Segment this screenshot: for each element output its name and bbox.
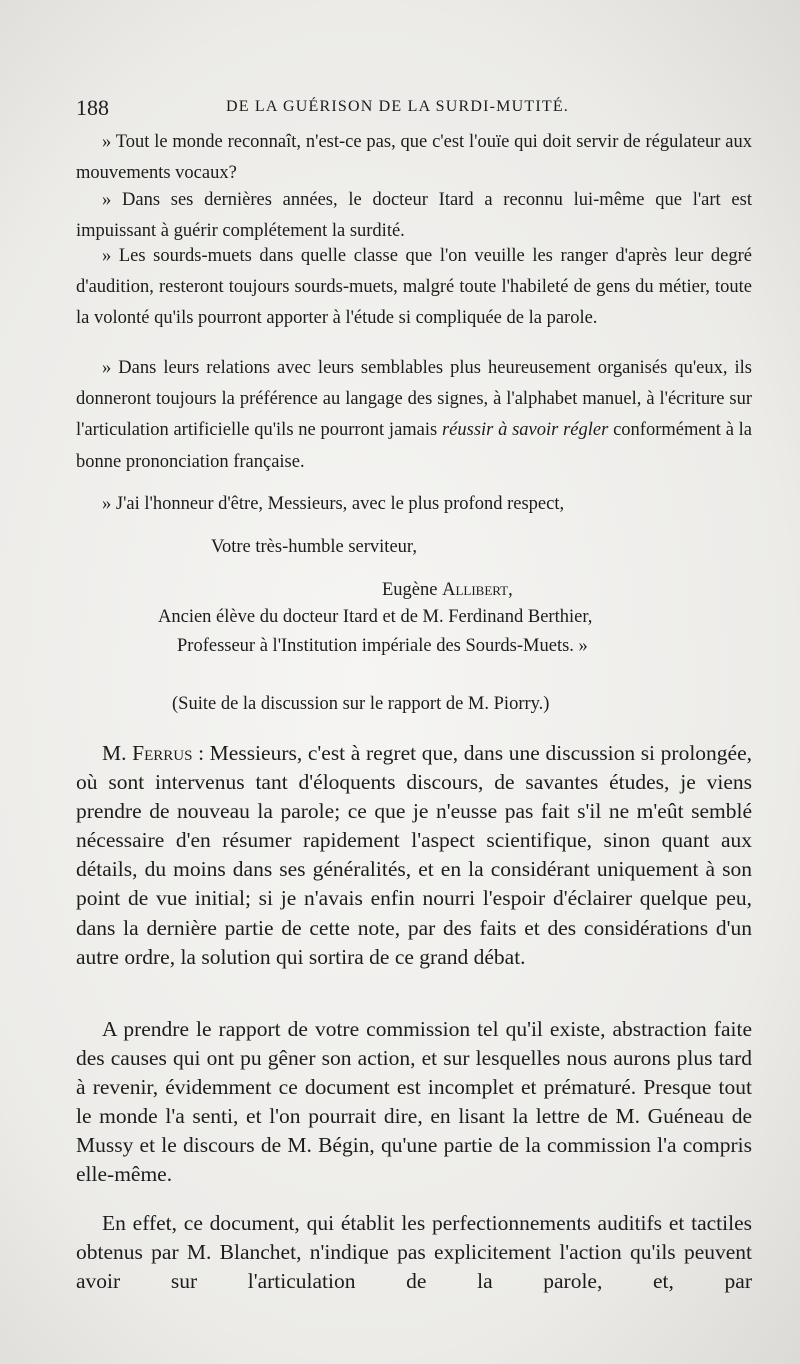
letter-paragraph-4-italic: réussir à savoir régler <box>441 420 609 441</box>
page-header <box>76 95 756 121</box>
letter-paragraph-4-start: » Dans leurs relations avec leurs semblables plus heureusement organisés qu'eux, ils donneront toujours la préférence au langage des signes, à l'alphabet manuel, à l'écriture sur l'articulation artificielle qu'ils ne pourront jamais <box>76 358 752 441</box>
letter-paragraph-1: » Tout le monde reconnaît, n'est-ce pas, que c'est l'ouïe qui doit servir de régulateur aux mouvements vocaux? <box>76 132 752 184</box>
discussion-paragraph-3: En effet, ce document, qui établit les perfectionnements auditifs et tactiles obtenus par M. Blanchet, n'indique pas explicitement l'action qu'ils peuvent avoir sur l'articulation de la parole, et, par <box>76 1211 752 1294</box>
speaker-name: M. Ferrus <box>102 741 193 765</box>
page-number: 188 <box>76 95 109 120</box>
letter-paragraph-2: » Dans ses dernières années, le docteur Itard a reconnu lui-même que l'art est impuissant à guérir complétement la surdité. <box>76 190 752 242</box>
section-note: (Suite de la discussion sur le rapport de M. Piorry.) <box>172 694 550 714</box>
letter-paragraph-5: » J'ai l'honneur d'être, Messieurs, avec le plus profond respect, <box>102 494 565 514</box>
letter-paragraph-4-end: conformément à la bonne prononciation française. <box>76 420 752 472</box>
signature-name <box>382 580 513 601</box>
running-title: DE LA GUÉRISON DE LA SURDI-MUTITÉ. <box>226 98 570 115</box>
letter-paragraph-4 <box>76 353 752 478</box>
discussion-paragraph-1-text: : Messieurs, c'est à regret que, dans une discussion si prolongée, où sont intervenus tant d'éloquents discours, de savantes études, je viens prendre de nouveau la parole; ce que je n'eusse pas fait s'il ne m'eût semblé nécessaire d'en résumer rapidement l'aspect scientifique, sinon quant aux détails, du moins dans ses généralités, et en la considérant uniquement à son point de vue initial; si je n'avais enfin nourri l'espoir d'éclairer quelque peu, dans la dernière partie de cette note, par des faits et des considérations d'un autre ordre, la solution qui sortira de ce grand débat. <box>76 741 753 969</box>
letter-paragraph-3: » Les sourds-muets dans quelle classe que l'on veuille les ranger d'après leur degré d'audition, resteront toujours sourds-muets, malgré toute l'habileté de gens du métier, toute la volonté qu'ils pourront apporter à l'étude si compliquée de la parole. <box>76 246 752 329</box>
discussion-paragraph-1 <box>76 739 752 972</box>
signature-last-name: Allibert, <box>442 580 513 600</box>
signature-title-1: Ancien élève du docteur Itard et de M. Ferdinand Berthier, <box>158 607 593 627</box>
letter-closing: Votre très-humble serviteur, <box>211 537 417 557</box>
signature-first-name: Eugène <box>382 580 443 600</box>
discussion-paragraph-2: A prendre le rapport de votre commission tel qu'il existe, abstraction faite des causes qui ont pu gêner son action, et sur lesquelles nous aurons plus tard à revenir, évidemment ce document est incomplet et prématuré. Presque tout le monde l'a senti, et l'on pourrait dire, en lisant la lettre de M. Guéneau de Mussy et le discours de M. Bégin, qu'une partie de la commission l'a compris elle-même. <box>76 1017 752 1187</box>
signature-title-2: Professeur à l'Institution impériale des Sourds-Muets. » <box>177 636 588 656</box>
